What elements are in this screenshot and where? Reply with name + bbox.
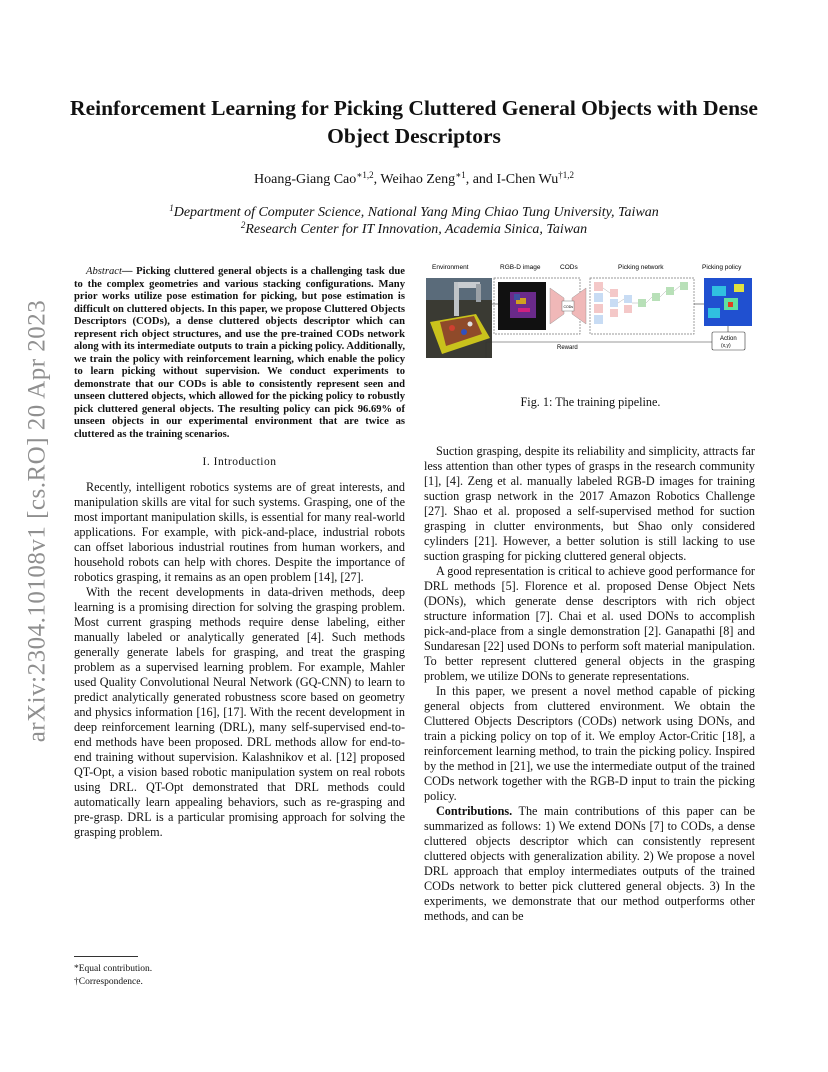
training-pipeline-figure (424, 258, 757, 364)
cods-encoder-decoder (550, 288, 586, 324)
affiliation-line (60, 204, 768, 221)
author-separator: , and (465, 172, 497, 187)
author-name: I-Chen Wu (496, 172, 559, 187)
paragraph: Recently, intelligent robotics systems are of great interests, and manipulation skills are vital for such systems. Grasping, one of the most important manipulation skills, is essential for many real-world applications. For example, with pick-and-place, industrial robots can offset laborious industrial routines from human workers, and household robots can help with chores. Despite the importance of robotics grasping, it remains as an open problem [14], [27]. (74, 480, 405, 584)
abstract (74, 266, 405, 441)
paragraph: A good representation is critical to achieve good performance for DRL methods [5]. Florence et al. proposed Dense Object Nets (DONs), which generate dense descriptors with rich object structure information [7]. Chai et al. used DONs to accomplish pick-and-place from a single demonstration [2]. Ganapathi [8] and Sundaresan [22] used DONs to perform soft material manipulation. To better represent cluttered general objects in the grasping problem, we utilize DONs to generate representations. (424, 564, 755, 683)
policy-heatmap (704, 278, 752, 326)
contributions-label: Contributions. (436, 804, 513, 818)
author-separator: , (373, 172, 381, 187)
paragraph-contributions (424, 804, 755, 924)
author-line (60, 172, 768, 188)
left-column (74, 266, 405, 840)
author-marker: ∗1 (455, 170, 466, 180)
affiliation-marker: 1 (169, 203, 174, 213)
label-environment: Environment (432, 264, 469, 271)
cods-box-label: CODs (563, 305, 574, 309)
affiliations (60, 204, 768, 238)
section-heading: I. Introduction (202, 456, 277, 468)
author-marker: †1,2 (558, 170, 574, 180)
author-name: Hoang-Giang Cao (254, 172, 357, 187)
footnote-rule (74, 956, 138, 957)
label-picking-network: Picking network (618, 264, 664, 271)
footnotes (74, 956, 405, 989)
abstract-label: Abstract (86, 266, 122, 277)
label-cods: CODs (560, 264, 578, 271)
affiliation-marker: 2 (240, 220, 246, 230)
footnote: †Correspondence. (74, 977, 143, 987)
paragraph: In this paper, we present a novel method capable of picking general objects from cluttered environment. We obtain the Cluttered Objects Descriptors (CODs) network using DONs, and train a picking policy on top of it. We employ Actor-Critic [18], a reinforcement learning method, to train the picking policy. Inspired by the method in [21], we use the intermediate output of the trained CODs network together with the RGB-D input to train the picking policy. (424, 684, 755, 803)
label-picking-policy: Picking policy (702, 264, 742, 271)
reward-label: Reward (557, 345, 578, 351)
label-rgbd: RGB-D image (500, 264, 541, 271)
picking-network-layers (594, 282, 688, 324)
affiliation-text: Research Center for IT Innovation, Academia Sinica, Taiwan (245, 222, 588, 237)
paragraph: Suction grasping, despite its reliability and simplicity, attracts far less attention than other types of grasps in the research community [1], [4]. Zeng et al. manually labeled RGB-D images for training suction grasp network in the 2017 Amazon Robotics Challenge [27]. Shao et al. proposed a self-supervised method for suction grasping in clutter environments, but Shao only considered cylinders [21]. However, a better solution is still lacking to use suction grasping for picking cluttered general objects. (424, 444, 755, 563)
affiliation-text: Department of Computer Science, National Yang Ming Chiao Tung University, Taiwan (173, 205, 659, 220)
contributions-text: The main contributions of this paper can be summarized as follows: 1) We extend DONs [7] to CODs, a dense cluttered objects descriptor which can consistently represent cluttered objects with generalization ability. 2) We propose a novel DRL approach that employ intermediates outputs of the trained CODs network to better pick cluttered general objects. 3) In the experiments, we demonstrate that our method outperforms other methods, and can be (424, 804, 755, 923)
affiliation-line (60, 221, 768, 238)
rgbd-image (498, 282, 546, 330)
arxiv-stamp: arXiv:2304.10108v1 [cs.RO] 20 Apr 2023 (23, 299, 51, 743)
reward-line (486, 342, 712, 358)
right-column (424, 444, 755, 924)
paper-title: Reinforcement Learning for Picking Cluttered General Objects with Dense Object Descriptors (70, 96, 758, 148)
paragraph: With the recent developments in data-driven methods, deep learning is a promising direction for solving the grasping problem. Most current grasping methods require dense labeling, either manually labeled or analytically generated [4]. Such methods generally generate labels for grasping, and treat the grasping problem as a supervised learning problem. For example, Mahler used Quality Convolutional Neural Network (GQ-CNN) to learn to predict analytically generated robustness score based on geometry and physics information [16], [17]. With the recent development in deep reinforcement learning (DRL), many self-supervised end-to-end methods have been proposed. DRL methods allow for end-to-end training without supervision. Kalashnikov et al. [12] proposed QT-Opt, a vision based robotic manipulation system on real robots using DRL. QT-Opt demonstrated that DRL methods could automatically learn appealing behaviors, such as re-grasping and pre-grasp. DRL is a particular promising approach for solving the grasping problem. (74, 585, 405, 839)
footnote: *Equal contribution. (74, 964, 153, 974)
figure-caption: Fig. 1: The training pipeline. (520, 395, 661, 409)
action-xy-label: (x,y) (721, 343, 731, 349)
author-name: Weihao Zeng (380, 172, 456, 187)
abstract-text: — Picking cluttered general objects is a challenging task due to the complex geometries and various stacking configurations. Many prior works utilize pose estimation for picking, but pose estimation is difficult on cluttered objects. In this paper, we propose Cluttered Objects Descriptors (CODs), a dense cluttered objects descriptor which can represent rich object structures, and use the pre-trained CODs network along with its intermediate outputs to train a picking policy. Additionally, we train the policy with reinforcement learning, which enable the policy to learn picking without supervision. We conduct experiments to demonstrate that our CODs is able to consistently represent seen and unseen cluttered objects, which allowed for the picking policy to robustly pick cluttered general objects. The resulting policy can pick 96.69% of unseen objects in our experimental environment that are twice as cluttered as the training scenarios. (74, 266, 405, 440)
environment-photo (426, 278, 492, 358)
action-label: Action (720, 336, 737, 342)
author-marker: ∗1,2 (356, 170, 374, 180)
